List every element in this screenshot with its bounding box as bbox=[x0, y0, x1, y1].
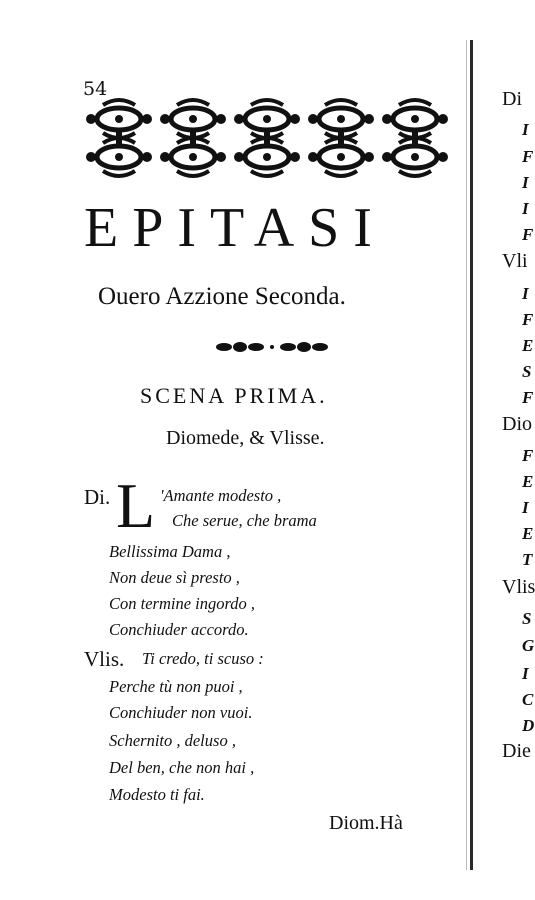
page-number: 54 bbox=[83, 78, 108, 100]
verse-line: Non deue sì presto , bbox=[109, 568, 240, 587]
verse-line: Modesto ti fai. bbox=[109, 785, 205, 804]
section-title: EPITASI bbox=[84, 197, 386, 259]
facing-fragment: E bbox=[522, 524, 534, 543]
facing-fragment: F bbox=[522, 147, 534, 166]
section-subtitle: Ouero Azzione Seconda. bbox=[98, 283, 346, 310]
scene-heading: SCENA PRIMA. bbox=[140, 383, 328, 408]
verse-line: Con termine ingordo , bbox=[109, 594, 256, 613]
headpiece-ornament bbox=[82, 97, 454, 179]
facing-fragment: I bbox=[522, 120, 529, 139]
facing-fragment: F bbox=[522, 310, 534, 329]
facing-fragment: F bbox=[522, 446, 534, 465]
facing-speaker: Vli bbox=[502, 250, 528, 272]
facing-fragment: F bbox=[522, 388, 534, 407]
gutter-shadow bbox=[466, 40, 467, 870]
drop-cap: L bbox=[116, 470, 156, 541]
verse-line: Schernito , deluso , bbox=[109, 731, 236, 750]
facing-fragment: E bbox=[522, 336, 534, 355]
verse-line: Del ben, che non hai , bbox=[109, 758, 255, 777]
facing-fragment: E bbox=[522, 472, 534, 491]
facing-speaker: Vlis bbox=[502, 576, 535, 598]
verse-line: 'Amante modesto , bbox=[160, 486, 282, 505]
page-gutter bbox=[470, 40, 473, 870]
verse-line: Bellissima Dama , bbox=[109, 542, 231, 561]
facing-fragment: C bbox=[522, 690, 534, 709]
facing-fragment: I bbox=[522, 284, 529, 303]
speaker-label: Vlis. bbox=[84, 647, 125, 671]
verse-line: Perche tù non puoi , bbox=[109, 677, 243, 696]
divider-ornament bbox=[214, 339, 330, 355]
facing-fragment: I bbox=[522, 498, 529, 517]
scene-characters: Diomede, & Vlisse. bbox=[166, 427, 325, 449]
speaker-label: Di. bbox=[84, 485, 111, 509]
facing-fragment: D bbox=[522, 716, 535, 735]
facing-speaker: Die bbox=[502, 740, 531, 762]
verse-line: Che serue, che brama bbox=[172, 511, 317, 530]
facing-speaker: Dio bbox=[502, 413, 532, 435]
facing-fragment: F bbox=[522, 225, 534, 244]
facing-fragment: I bbox=[522, 173, 529, 192]
catchword: Diom.Hà bbox=[329, 812, 403, 834]
facing-fragment: S bbox=[522, 609, 532, 628]
facing-fragment: I bbox=[522, 199, 529, 218]
facing-fragment: S bbox=[522, 362, 532, 381]
verse-line: Conchiuder accordo. bbox=[109, 620, 249, 639]
verse-line: Conchiuder non vuoi. bbox=[109, 703, 253, 722]
facing-fragment: I bbox=[522, 664, 529, 683]
verse-line: Ti credo, ti scuso : bbox=[142, 649, 264, 668]
facing-speaker: Di bbox=[502, 88, 522, 110]
facing-fragment: T bbox=[522, 550, 533, 569]
facing-fragment: G bbox=[522, 636, 535, 655]
